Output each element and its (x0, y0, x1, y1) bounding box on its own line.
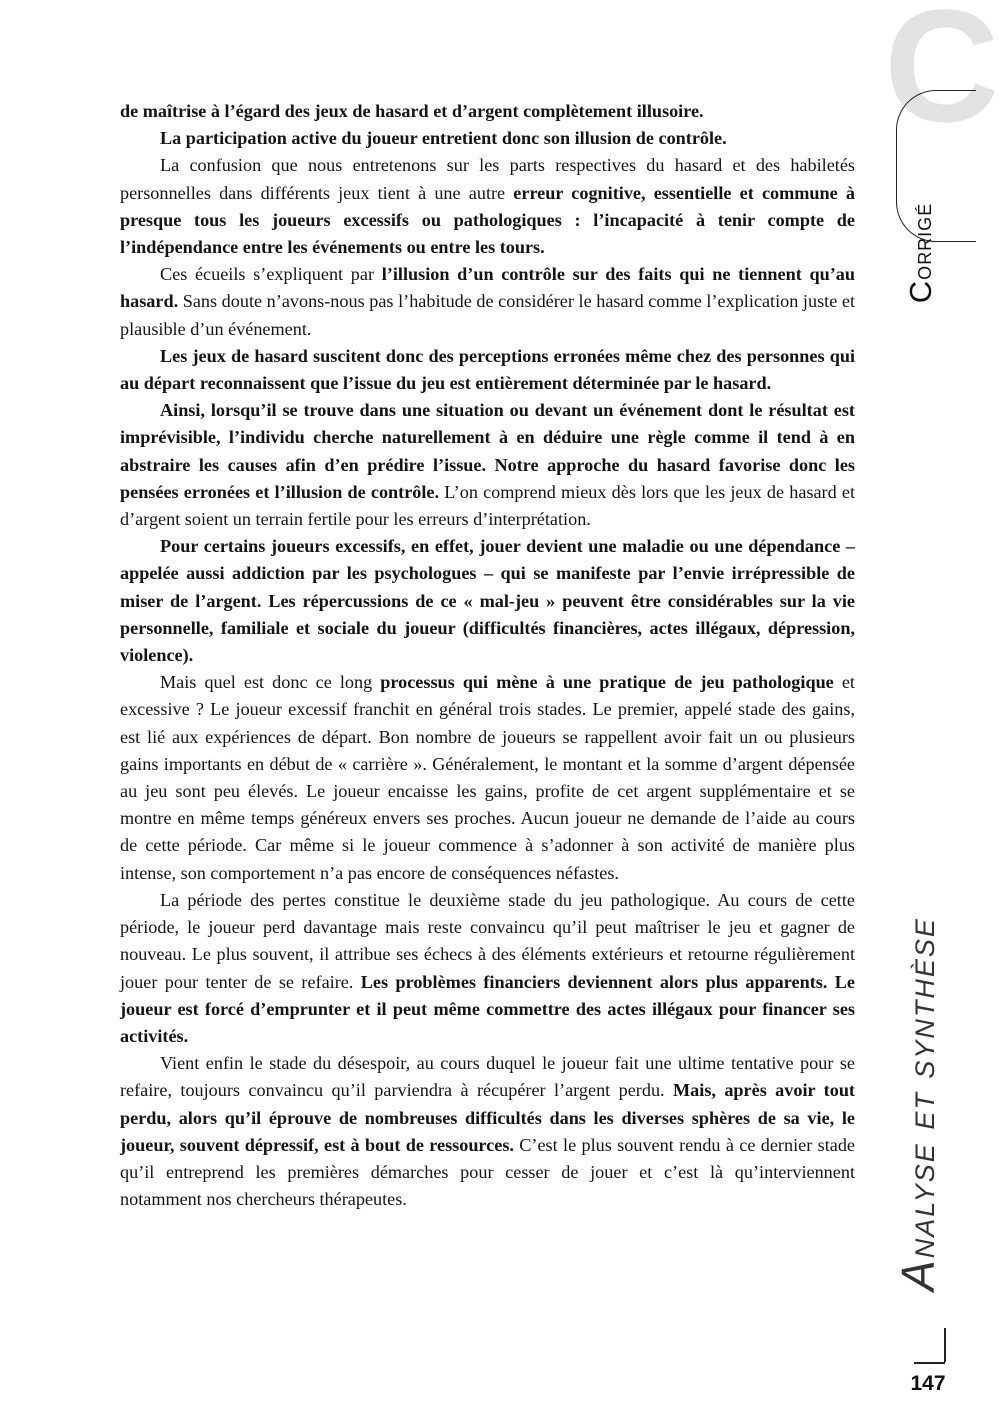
corrige-rest: orrigé (909, 202, 937, 280)
page-corner-rule-horizontal (914, 1362, 945, 1364)
text-run: Mais, après avoir tout perdu, alors qu’il éprouve de nombreuses difficultés dans les diverses sphères de sa vie, le joueur, souvent dépressif, est à bout de ressources. (120, 1080, 855, 1155)
section-title (894, 884, 942, 1324)
corrige-label (901, 173, 941, 333)
paragraph-1 (120, 98, 855, 125)
text-run: l’illusion d’un contrôle sur des faits qui ne tiennent qu’au hasard. (120, 264, 855, 312)
section-rest: nalyse et synthèse (901, 917, 943, 1259)
paragraph-10 (120, 1050, 855, 1213)
paragraph-4 (120, 261, 855, 343)
paragraph-6 (120, 397, 855, 533)
text-run: La confusion que nous entretenons sur les parts respectives du hasard et des habiletés personnelles dans différents jeux tient à une autre (120, 155, 855, 203)
text-run: L’on comprend mieux dès lors que les jeux de hasard et d’argent soient un terrain fertile pour les erreurs d’interprétation. (120, 481, 855, 530)
paragraph-9 (120, 887, 855, 1050)
text-run: et excessive ? Le joueur excessif franchit en général trois stades. Le premier, appelé stade des gains, est lié aux expériences de départ. Bon nombre de joueurs se rappellent avoir fait un ou plusieurs gains importants en début de « carrière ». Généralement, le montant et la somme d’argent dépensée au jeu sont peu élevés. Le joueur encaisse les gains, profite de cet argent supplémentaire et se montre en même temps généreux envers ses proches. Aucun joueur ne demande de l’aide au cours de cette période. Car même si le joueur commence à s’adonner à son activité de manière plus intense, son comportement n’a pas encore de conséquences néfastes. (120, 672, 855, 883)
section-initial: A (892, 1258, 944, 1291)
text-run: Les jeux de hasard suscitent donc des perceptions erronées même chez des personnes qui au départ reconnaissent que l’issue du jeu est entièrement déterminée par le hasard. (120, 345, 855, 394)
text-run: Ainsi, lorsqu’il se trouve dans une situation ou devant un événement dont le résultat est imprévisible, l’individu cherche naturellement à en déduire une règle comme il tend à en abstraire les causes afin d’en prédire l’issue. Notre approche du hasard favorise donc les pensées erronées et l’illusion de contrôle. (120, 400, 855, 502)
text-run: de maîtrise à l’égard des jeux de hasard et d’argent complètement illusoire. (120, 101, 704, 121)
chapter-letter-watermark: C (884, 0, 1000, 155)
text-run: processus qui mène à une pratique de jeu pathologique (380, 672, 834, 693)
text-run: Vient enfin le stade du désespoir, au cours duquel le joueur fait une ultime tentative pour se refaire, toujours convaincu qu’il parviendra à récupérer l’argent perdu. (120, 1053, 855, 1101)
paragraph-7 (120, 533, 855, 669)
text-run: C’est le plus souvent rendu à ce dernier stade qu’il entreprend les premières démarches pour cesser de jouer et c’est là qu’interviennent notamment nos chercheurs thérapeutes. (120, 1134, 855, 1210)
paragraph-3 (120, 152, 855, 261)
corrige-tab (896, 90, 976, 304)
text-run: erreur cognitive, essentielle et commune à presque tous les joueurs excessifs ou pathologiques : l’incapacité à tenir compte de l’indépendance entre les événements ou entre les tours. (120, 182, 855, 258)
text-run: Sans doute n’avons-nous pas l’habitude de considérer le hasard comme l’explication juste et plausible d’un événement. (120, 291, 855, 339)
paragraph-5 (120, 343, 855, 397)
body-text (120, 98, 855, 1213)
text-run: Les problèmes financiers deviennent alors plus apparents. Le joueur est forcé d’emprunter et il peut même commettre des actes illégaux pour financer ses activités. (120, 971, 855, 1046)
paragraph-8 (120, 669, 855, 887)
text-run: La période des pertes constitue le deuxième stade du jeu pathologique. Au cours de cette période, le joueur perd davantage mais reste convaincu qu’il peut maîtriser le jeu et gagner de nouveau. Le plus souvent, il attribue ses échecs à des éléments extérieurs et retourne régulièrement jouer pour tenter de se refaire. (120, 889, 855, 992)
paragraph-2 (120, 125, 855, 152)
text-run: Pour certains joueurs excessifs, en effet, jouer devient une maladie ou une dépendance – appelée aussi addiction par les psychologues – qui se manifeste par l’envie irrépressible de miser de l’argent. Les répercussions de ce « mal-jeu » peuvent être considérables sur la vie personnelle, familiale et sociale du joueur (difficultés financières, actes illégaux, dépression, violence). (120, 536, 855, 666)
page-corner-rule-vertical (944, 1328, 946, 1362)
text-run: La participation active du joueur entretient donc son illusion de contrôle. (160, 128, 727, 149)
page-number: 147 (910, 1372, 946, 1395)
corrige-initial: C (903, 279, 938, 304)
text-run: Mais quel est donc ce long (160, 672, 381, 693)
text-run: Ces écueils s’expliquent par (160, 264, 382, 285)
